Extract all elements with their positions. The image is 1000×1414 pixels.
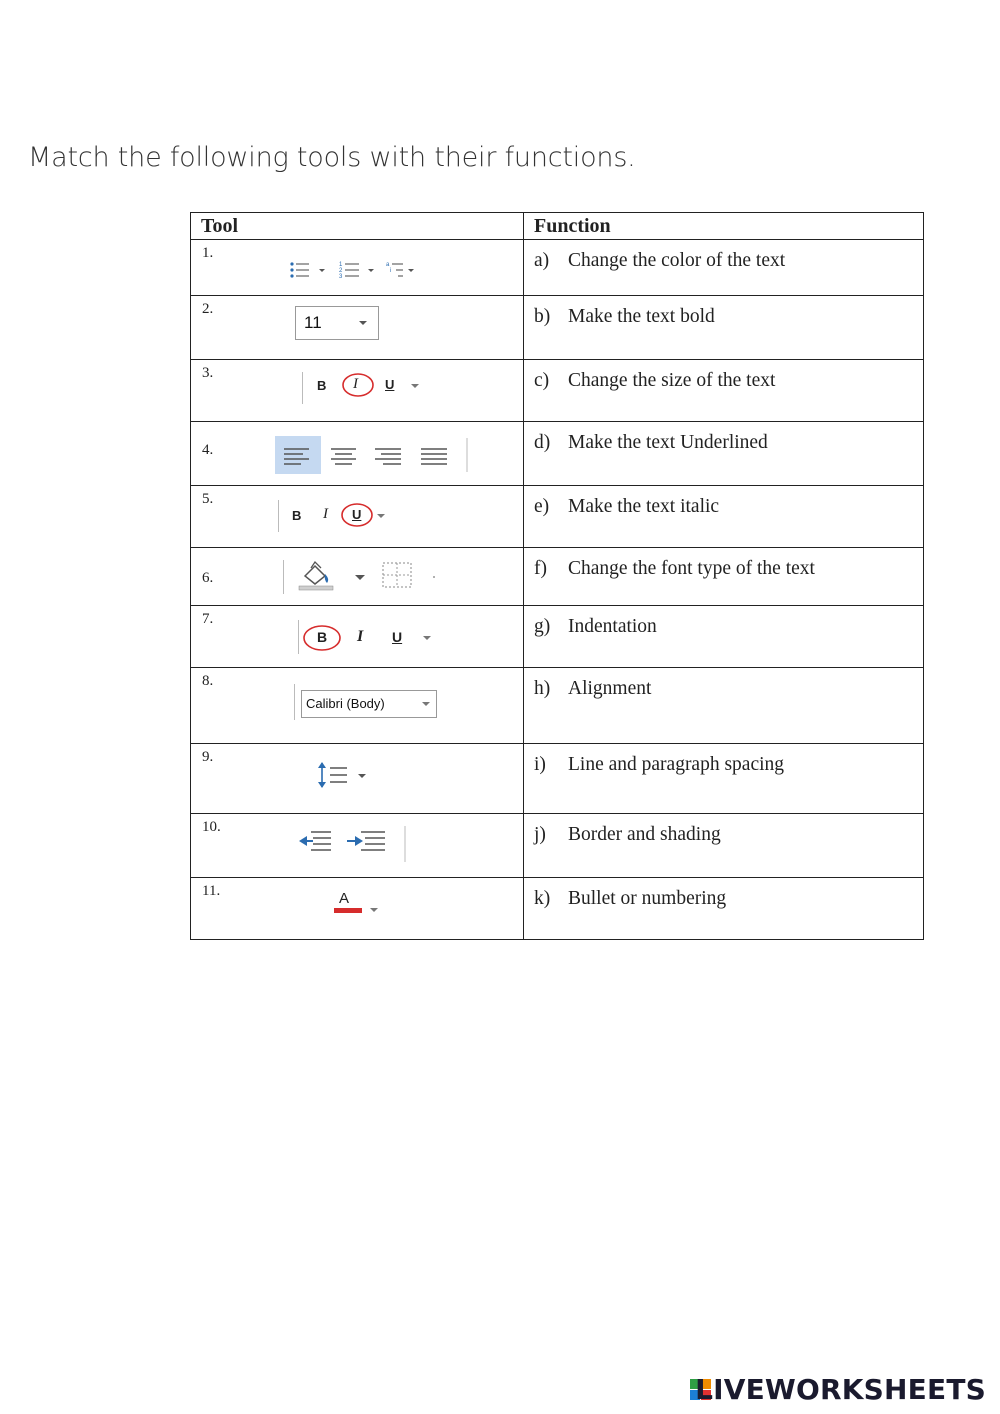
function-cell-j — [524, 814, 924, 878]
function-text: Make the text italic — [568, 496, 720, 517]
row-number: 2. — [202, 301, 214, 317]
brand-text: LIVEWORKSHEETS — [695, 1373, 986, 1406]
tool-cell-4 — [191, 422, 524, 486]
function-text: Make the text bold — [568, 306, 715, 327]
function-cell-i — [524, 744, 924, 814]
function-cell-g — [524, 606, 924, 668]
function-letter: e) — [534, 496, 550, 517]
function-text: Make the text Underlined — [568, 432, 768, 453]
function-cell-a — [524, 240, 924, 296]
alignment-icons — [275, 436, 475, 474]
tool-cell-10 — [191, 814, 524, 878]
svg-text:i: i — [390, 268, 392, 274]
table-row — [191, 296, 924, 360]
header-function: Function — [524, 213, 924, 240]
function-text: Line and paragraph spacing — [568, 754, 785, 775]
instruction-text: Match the following tools with their functions. — [28, 142, 636, 173]
tool-cell-3 — [191, 360, 524, 422]
header-tool: Tool — [191, 213, 524, 240]
separator — [294, 684, 295, 720]
bold-icon: B — [292, 508, 302, 523]
row-number: 9. — [202, 749, 214, 765]
matching-table — [190, 212, 924, 940]
table-header-row — [191, 213, 924, 240]
row-number: 11. — [202, 883, 221, 899]
function-text: Border and shading — [568, 824, 721, 845]
table-row — [191, 606, 924, 668]
row-number: 7. — [202, 611, 214, 627]
function-cell-c — [524, 360, 924, 422]
function-cell-b — [524, 296, 924, 360]
row-number: 4. — [202, 442, 214, 458]
function-letter: f) — [534, 558, 547, 579]
svg-text:1: 1 — [339, 262, 343, 268]
function-letter: g) — [534, 616, 551, 637]
table-row — [191, 486, 924, 548]
svg-text:3: 3 — [339, 274, 343, 280]
italic-icon: I — [323, 506, 328, 522]
function-cell-k — [524, 878, 924, 940]
indent-icons — [297, 824, 417, 862]
bold-icon: B — [317, 378, 327, 393]
tool-cell-8 — [191, 668, 524, 744]
underline-icon: U — [392, 629, 403, 645]
table-row — [191, 814, 924, 878]
tool-cell-5 — [191, 486, 524, 548]
font-color-icon — [334, 908, 382, 918]
tool-cell-7 — [191, 606, 524, 668]
row-number: 1. — [202, 245, 214, 261]
function-letter: b) — [534, 306, 551, 327]
tool-cell-1 — [191, 240, 524, 296]
dropdown-arrow-icon — [358, 320, 368, 326]
tool-cell-6 — [191, 548, 524, 606]
function-letter: c) — [534, 370, 550, 391]
font-name-box-icon — [301, 690, 437, 718]
separator — [302, 372, 303, 404]
row-number: 5. — [202, 491, 214, 507]
svg-text:2: 2 — [339, 268, 343, 274]
svg-text:a: a — [386, 262, 390, 268]
function-text: Change the size of the text — [568, 370, 776, 391]
tool-cell-11 — [191, 878, 524, 940]
italic-icon: I — [357, 628, 364, 645]
table-row — [191, 548, 924, 606]
shading-borders-icon — [297, 558, 457, 594]
function-letter: h) — [534, 678, 551, 699]
table-row — [191, 360, 924, 422]
underline-icon: U — [385, 377, 395, 392]
tool-cell-9 — [191, 744, 524, 814]
italic-circle-icon — [341, 372, 375, 398]
row-number: 3. — [202, 365, 214, 381]
table-row — [191, 240, 924, 296]
tool-cell-2 — [191, 296, 524, 360]
table-row — [191, 422, 924, 486]
function-cell-f — [524, 548, 924, 606]
separator — [283, 560, 284, 594]
separator — [278, 500, 279, 532]
dropdown-arrow-icon — [377, 514, 385, 519]
row-number: 8. — [202, 673, 214, 689]
function-letter: a) — [534, 250, 550, 271]
function-text: Change the color of the text — [568, 250, 786, 271]
dropdown-arrow-icon — [422, 702, 430, 707]
row-number: 10. — [202, 819, 221, 835]
function-text: Bullet or numbering — [568, 888, 727, 909]
bold-icon: B — [317, 629, 328, 645]
line-spacing-icon — [315, 760, 375, 792]
dropdown-arrow-icon — [411, 384, 419, 389]
function-letter: k) — [534, 888, 551, 909]
function-text: Indentation — [568, 616, 657, 637]
row-number: 6. — [202, 570, 214, 586]
function-cell-e — [524, 486, 924, 548]
font-name-value: Calibri (Body) — [306, 696, 385, 711]
underline-icon: U — [352, 507, 362, 522]
function-letter: i) — [534, 754, 546, 775]
function-letter: j) — [534, 824, 546, 845]
function-letter: d) — [534, 432, 551, 453]
function-cell-h — [524, 668, 924, 744]
font-size-value: 11 — [304, 313, 322, 332]
font-color-letter: A — [339, 890, 350, 907]
italic-icon: I — [353, 376, 358, 392]
function-cell-d — [524, 422, 924, 486]
table-row — [191, 744, 924, 814]
table-row — [191, 668, 924, 744]
font-size-box-icon — [295, 306, 379, 340]
function-text: Change the font type of the text — [568, 558, 815, 579]
table-row — [191, 878, 924, 940]
separator — [298, 620, 299, 654]
function-text: Alignment — [568, 678, 652, 699]
dropdown-arrow-icon — [423, 636, 431, 641]
bullets-numbering-icon — [289, 260, 429, 280]
